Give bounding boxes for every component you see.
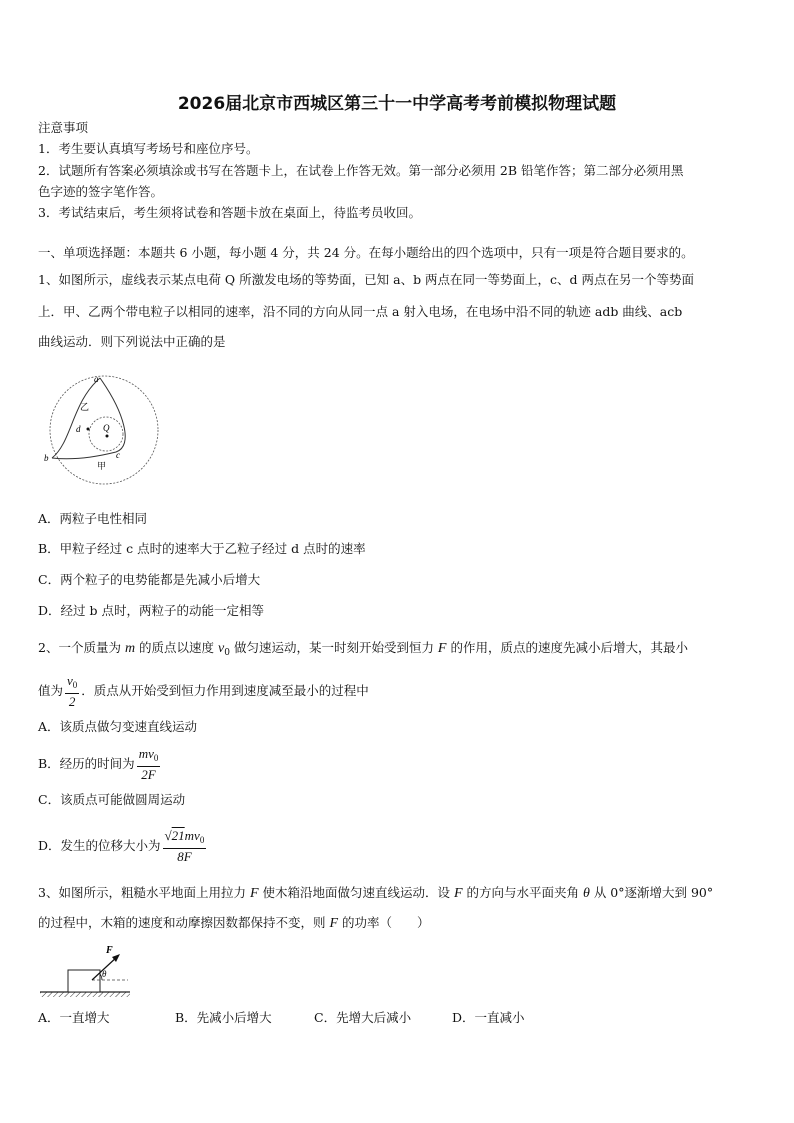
fraction-v0-over-2: $\frac{v_0}{2}$ — [67, 673, 78, 709]
label-yi: 乙 — [80, 402, 90, 412]
q1-line-1: 1、如图所示，虚线表示某点电荷 Q 所激发电场的等势面，已知 a、b 两点在同一等势面上，c、d 两点在另一个等势面 — [38, 272, 695, 287]
q1-option-c: C．两个粒子的电势能都是先减小后增大 — [38, 572, 261, 587]
label-Q: Q — [103, 423, 110, 433]
q1-option-b: B．甲粒子经过 c 点时的速率大于乙粒子经过 d 点时的速率 — [38, 541, 366, 556]
notice-item-1: 1．考生要认真填写考场号和座位序号。 — [38, 141, 259, 156]
q1-option-d: D．经过 b 点时，两粒子的动能一定相等 — [38, 603, 264, 618]
point-d — [87, 428, 90, 431]
q3-option-d: D．一直减小 — [452, 1010, 525, 1025]
notice-item-2: 2．试题所有答案必须填涂或书写在答题卡上，在试卷上作答无效。第一部分必须用 2B 铅笔作答；第二部分必须用黑 — [38, 163, 684, 178]
label-theta: θ — [102, 969, 107, 979]
fraction-mv0-over-2F: $\frac{mv_0}{2F}$ — [138, 746, 159, 782]
page-title: 2026届北京市西城区第三十一中学高考考前模拟物理试题 — [177, 94, 617, 114]
q2-option-c: C．该质点可能做圆周运动 — [38, 792, 186, 807]
q1-line-3: 曲线运动．则下列说法中正确的是 — [38, 334, 226, 349]
notice-item-3: 3．考试结束后，考生须将试卷和答题卡放在桌面上，待监考员收回。 — [38, 205, 421, 220]
q3-line-1: 3、如图所示，粗糙水平地面上用拉力 F 使木箱沿地面做匀速直线运动．设 F 的方向与水平面夹角 θ 从 0°逐渐增大到 90° — [38, 885, 714, 901]
notice-heading: 注意事项 — [38, 120, 89, 135]
wooden-box — [68, 970, 100, 992]
q2-option-b: B．经历的时间为 $\frac{mv_0}{2F}$ — [38, 746, 159, 782]
q3-option-a: A．一直增大 — [38, 1010, 110, 1025]
label-d: d — [76, 424, 81, 434]
q2-line-1: 2、一个质量为 m 的质点以速度 $v_0$ 做匀速运动，某一时刻开始受到恒力 F 的作用，质点的速度先减小后增大，其最小 — [38, 640, 688, 658]
charge-Q — [106, 435, 109, 438]
q1-line-2: 上．甲、乙两个带电粒子以相同的速率，沿不同的方向从同一点 a 射入电场，在电场中沿不同的轨迹 adb 曲线、acb — [38, 304, 683, 319]
q2-option-a: A．该质点做匀变速直线运动 — [38, 719, 198, 734]
q3-option-b: B．先减小后增大 — [175, 1010, 272, 1025]
label-jia: 甲 — [97, 461, 107, 471]
label-b: b — [44, 453, 49, 463]
ground-hatch — [40, 992, 130, 997]
section-heading: 一、单项选择题：本题共 6 小题，每小题 4 分，共 24 分。在每小题给出的四个选项中，只有一项是符合题目要求的。 — [38, 245, 694, 260]
label-F: F — [106, 945, 113, 956]
q3-option-c: C．先增大后减小 — [314, 1010, 412, 1025]
fraction-sqrt21-mv0-over-8F: $\frac{√21mv_0}{8F}$ — [164, 828, 205, 864]
trajectory-adb — [52, 378, 100, 458]
q3-figure — [40, 942, 140, 1000]
q1-figure — [42, 372, 162, 490]
label-a: a — [94, 374, 99, 384]
notice-item-2-cont: 色字迹的签字笔作答。 — [38, 184, 164, 199]
q2-line-2: 值为 $\frac{v_0}{2}$ ．质点从开始受到恒力作用到速度减至最小的过程中 — [38, 673, 369, 709]
q1-option-a: A．两粒子电性相同 — [38, 511, 148, 526]
q3-line-2: 的过程中，木箱的速度和动摩擦因数都保持不变，则 F 的功率（ ） — [38, 915, 430, 931]
q2-option-d: D．发生的位移大小为 $\frac{√21mv_0}{8F}$ — [38, 828, 205, 864]
label-c: c — [116, 450, 120, 460]
